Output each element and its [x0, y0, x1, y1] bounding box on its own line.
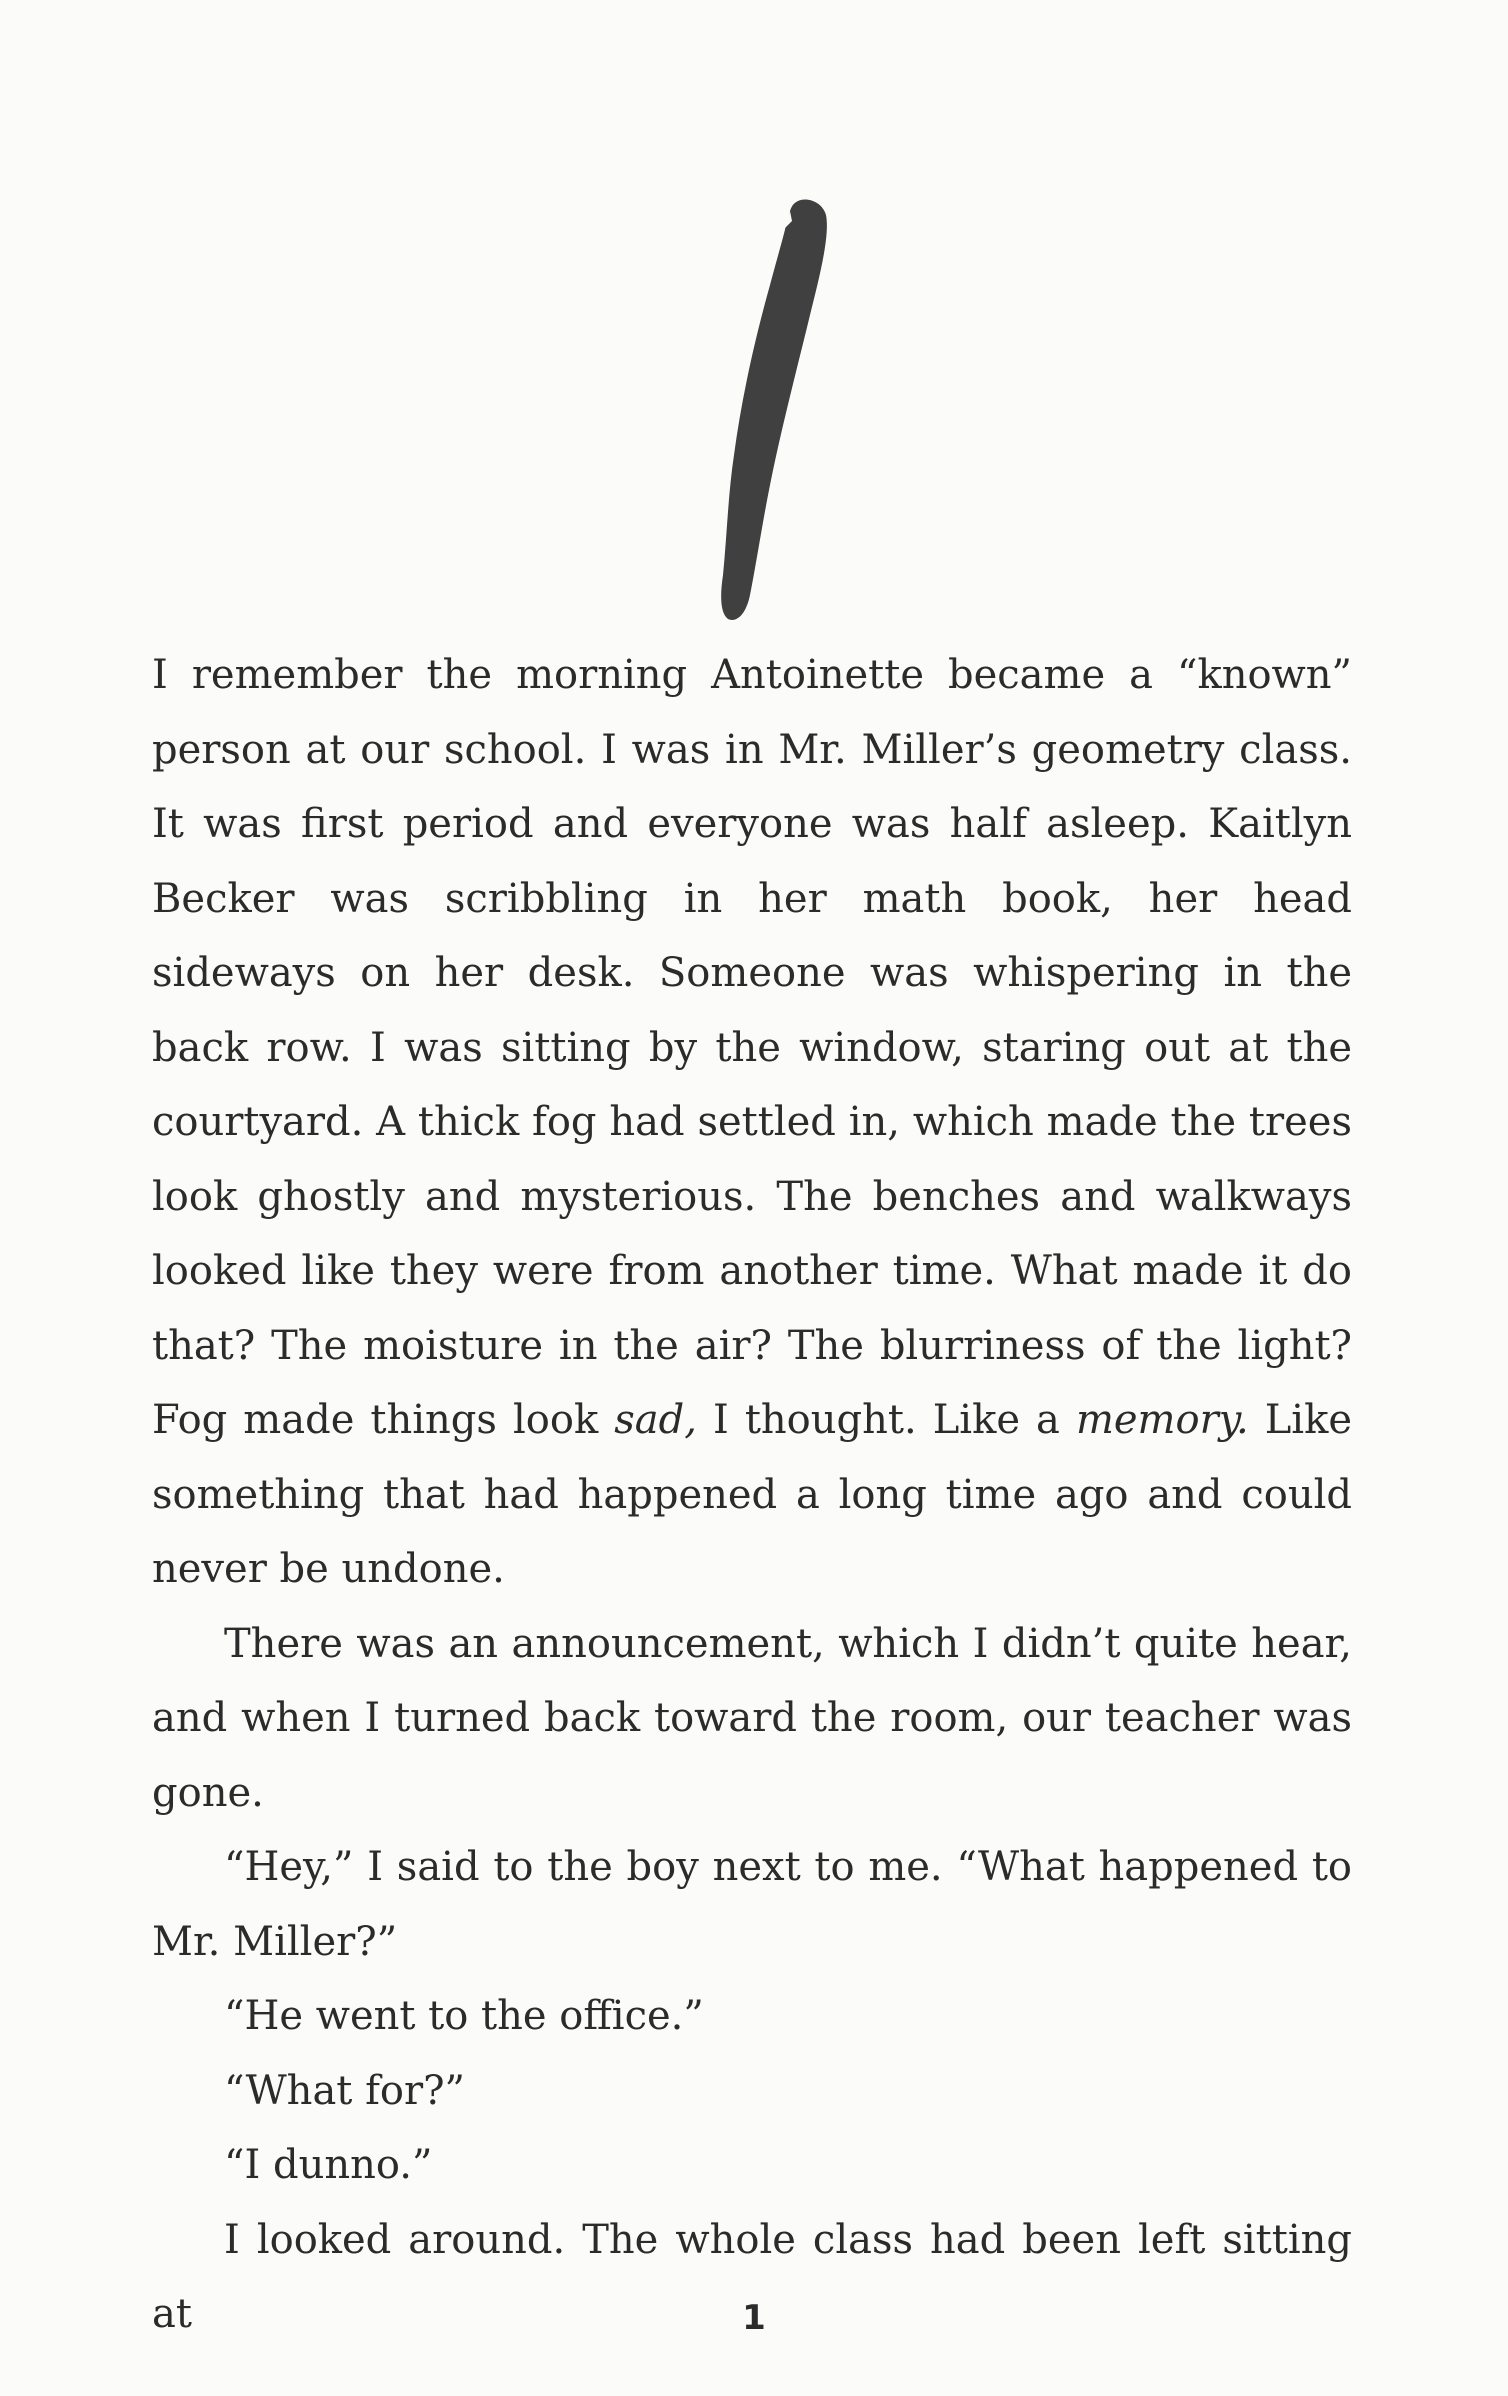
- paragraph-4: “He went to the office.”: [224, 1993, 704, 2039]
- brush-stroke-numeral-one-icon: [670, 195, 870, 635]
- paragraph-6: “I dunno.”: [224, 2142, 433, 2188]
- paragraph-7: I looked around. The whole class had been left sitting at: [152, 2216, 1352, 2337]
- paragraph-2: There was an announcement, which I didn’t quite hear, and when I turned back toward the room, our teacher was gone.: [152, 1620, 1352, 1816]
- paragraph-5: “What for?”: [224, 2067, 465, 2114]
- paragraph-3: “Hey,” I said to the boy next to me. “What happened to Mr. Miller?”: [152, 1844, 1352, 1965]
- page-number: 1: [742, 2298, 766, 2338]
- paragraph-1: I remember the morning Antoinette became a “known” person at our school. I was in Mr. Miller’s geometry class. It was first period and everyone was half asleep. Kaitlyn Becker was scribbling in her math book, her head sideways on her desk. Someone was whispering in the back row. I was sitting by the window, staring out at the courtyard. A thick fog had settled in, which made the trees look ghostly and mysterious. The benches and walkways looked like they were from another time. What made it do that? The moisture in the air? The blurriness of the light? Fog made things look sad, I thought. Like a memory. Like something that had happened a long time ago and could never be undone.: [152, 652, 1353, 1592]
- chapter-text: [152, 638, 1352, 2352]
